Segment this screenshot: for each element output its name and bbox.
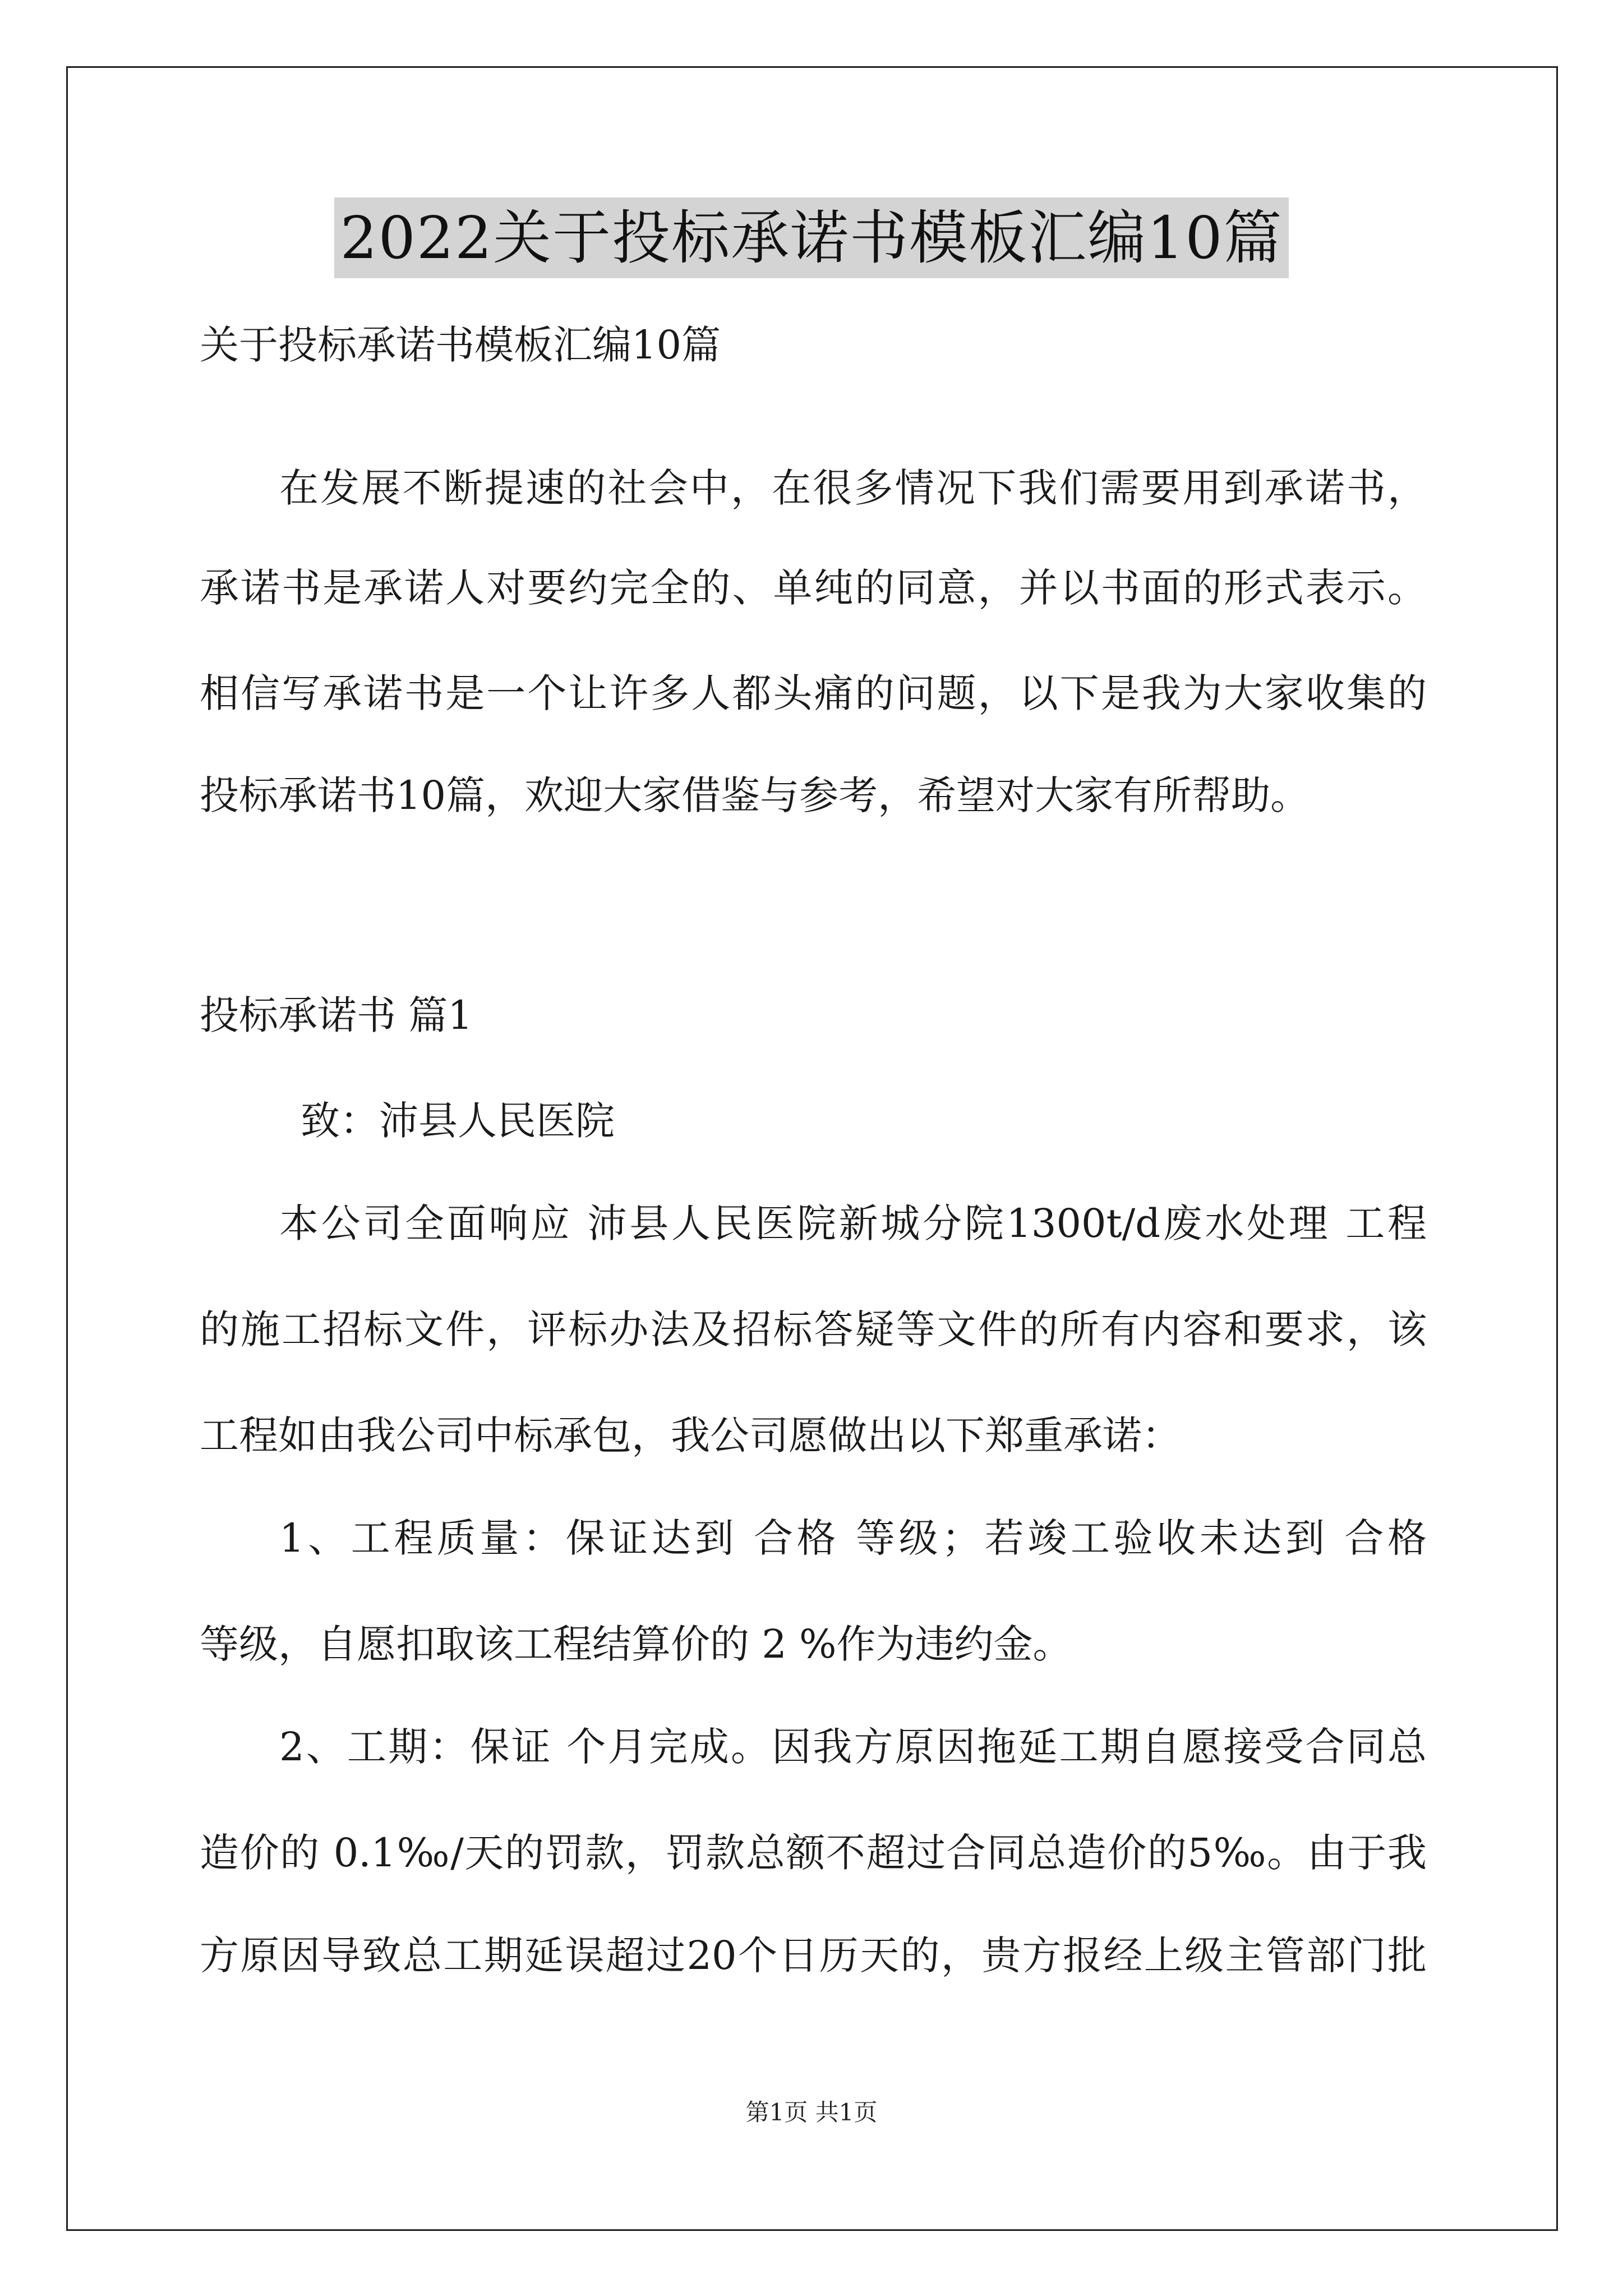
body-line-3: 工程如由我公司中标承包，我公司愿做出以下郑重承诺： [200,1412,1181,1458]
document-title: 2022关于投标承诺书模板汇编10篇 [334,197,1288,278]
title-wrap [0,197,1623,278]
intro-line-4: 投标承诺书10篇，欢迎大家借鉴与参考，希望对大家有所帮助。 [200,772,1310,818]
page-border [66,66,1558,2231]
body-line-1: 本公司全面响应 沛县人民医院新城分院1300t/d废水处理 工程 [279,1200,1427,1246]
intro-line-3: 相信写承诺书是一个让许多人都头痛的问题，以下是我为大家收集的 [200,670,1427,716]
section-heading: 投标承诺书 篇1 [200,992,473,1038]
subtitle-line: 关于投标承诺书模板汇编10篇 [200,322,721,368]
clause-2-line-3: 方原因导致总工期延误超过20个日历天的，贵方报经上级主管部门批 [200,1932,1427,1978]
clause-2-line-1: 2、工期：保证 个月完成。因我方原因拖延工期自愿接受合同总 [279,1724,1427,1770]
intro-line-2: 承诺书是承诺人对要约完全的、单纯的同意，并以书面的形式表示。 [200,565,1427,611]
page-footer: 第1页 共1页 [745,2099,878,2126]
addressee-line: 致：沛县人民医院 [301,1098,615,1144]
intro-line-1: 在发展不断提速的社会中，在很多情况下我们需要用到承诺书， [279,465,1427,511]
clause-1-line-2: 等级，自愿扣取该工程结算价的 2 %作为违约金。 [200,1621,1072,1667]
body-line-2: 的施工招标文件，评标办法及招标答疑等文件的所有内容和要求，该 [200,1306,1427,1352]
clause-2-line-2: 造价的 0.1‰/天的罚款，罚款总额不超过合同总造价的5‰。由于我 [200,1830,1427,1876]
clause-1-line-1: 1、工程质量：保证达到 合格 等级；若竣工验收未达到 合格 [279,1515,1427,1561]
